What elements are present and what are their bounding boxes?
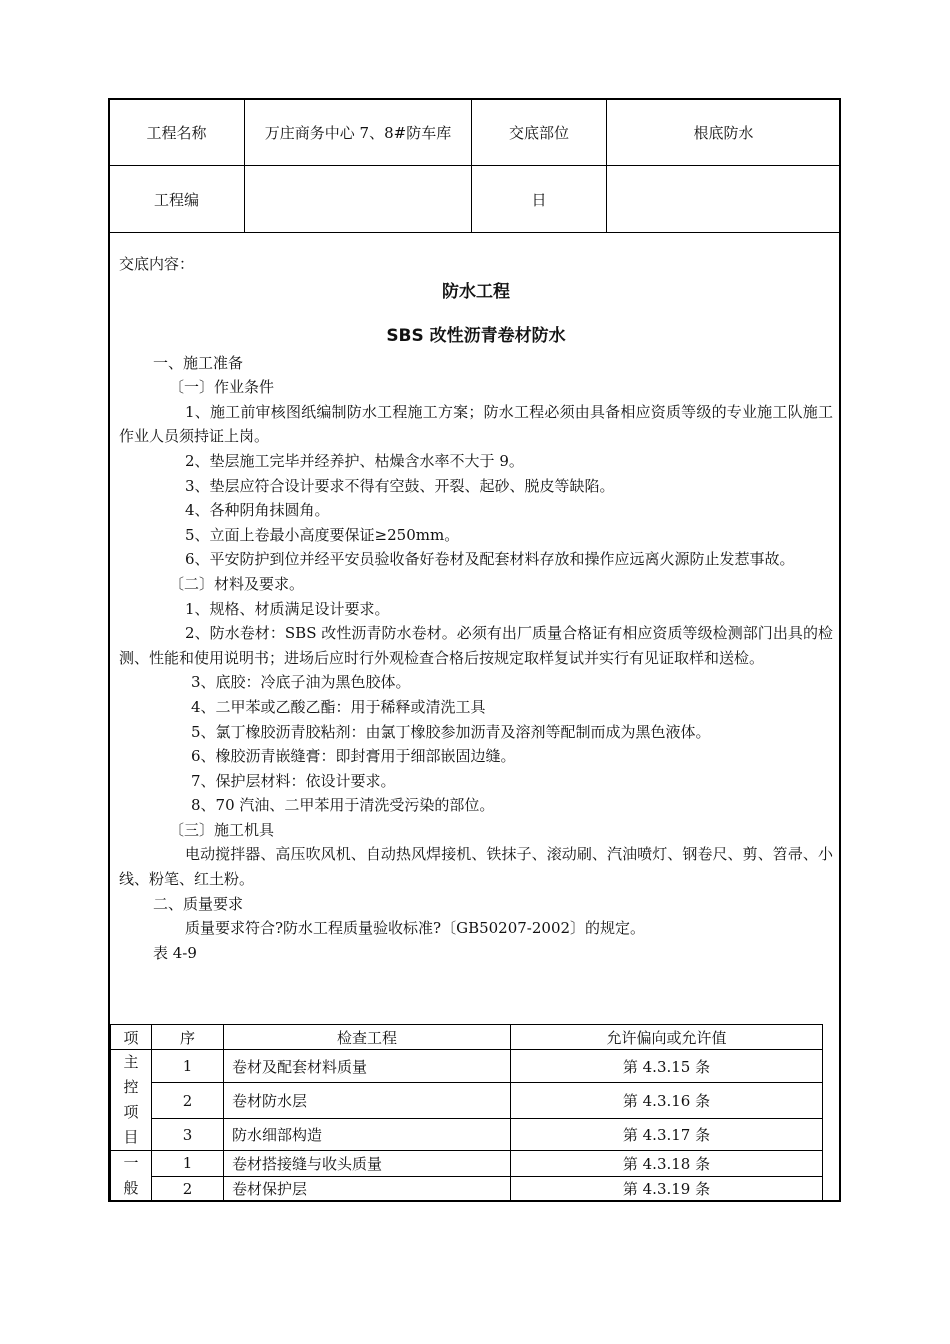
row-no: 1 bbox=[152, 1151, 224, 1177]
row-no: 2 bbox=[152, 1176, 224, 1202]
handover-content bbox=[119, 252, 833, 965]
material-7: 7、保护层材料：依设计要求。 bbox=[191, 771, 396, 790]
table-row bbox=[111, 1083, 823, 1119]
date-value bbox=[607, 166, 841, 233]
row-item: 防水细部构造 bbox=[224, 1119, 511, 1151]
project-name-label: 工程名称 bbox=[109, 99, 245, 166]
col-header-group: 项 bbox=[111, 1025, 152, 1050]
group-main-control-label: 主控项目 bbox=[123, 1053, 139, 1146]
tools-list: 电动搅拌器、高压吹风机、自动热风焊接机、铁抹子、滚动刷、汽油喷灯、钢卷尺、剪、笤帚、小线、粉笔、红土粉。 bbox=[119, 845, 833, 889]
handover-part-label: 交底部位 bbox=[472, 99, 607, 166]
condition-6: 6、平安防护到位并经平安员验收备好卷材及配套材料存放和操作应远离火源防止发惹事故。 bbox=[185, 550, 795, 569]
handover-part-value: 根底防水 bbox=[607, 99, 841, 166]
row-value: 第 4.3.17 条 bbox=[511, 1119, 823, 1151]
table-caption: 表 4-9 bbox=[153, 943, 197, 962]
group-main-control bbox=[111, 1050, 152, 1151]
row-value: 第 4.3.19 条 bbox=[511, 1176, 823, 1202]
condition-3: 3、垫层应符合设计要求不得有空鼓、开裂、起砂、脱皮等缺陷。 bbox=[185, 476, 615, 495]
project-name-value: 万庄商务中心 7、8#防车库 bbox=[245, 99, 472, 166]
header-table bbox=[108, 98, 841, 233]
condition-5: 5、立面上卷最小高度要保证≥250mm。 bbox=[185, 525, 460, 544]
section-prep: 一、施工准备 bbox=[153, 353, 244, 372]
material-1: 1、规格、材质满足设计要求。 bbox=[185, 599, 390, 618]
condition-4: 4、各种阴角抹圆角。 bbox=[185, 501, 330, 520]
row-no: 2 bbox=[152, 1083, 224, 1119]
row-item: 卷材保护层 bbox=[224, 1176, 511, 1202]
quality-table bbox=[110, 1024, 823, 1202]
row-item: 卷材搭接缝与收头质量 bbox=[224, 1151, 511, 1177]
material-8: 8、70 汽油、二甲苯用于清洗受污染的部位。 bbox=[191, 796, 495, 815]
col-header-item: 检查工程 bbox=[224, 1025, 511, 1050]
row-item: 卷材及配套材料质量 bbox=[224, 1050, 511, 1083]
group-general-label: 一般 bbox=[123, 1154, 139, 1197]
intro-label: 交底内容： bbox=[119, 255, 195, 273]
table-row bbox=[111, 1050, 823, 1083]
header-row-2 bbox=[109, 166, 841, 233]
doc-subtitle: SBS 改性沥青卷材防水 bbox=[386, 325, 566, 346]
quality-standard: 质量要求符合?防水工程质量验收标准?〔GB50207-2002〕的规定。 bbox=[185, 919, 646, 938]
condition-2: 2、垫层施工完毕并经养护、枯燥含水率不大于 9。 bbox=[185, 451, 524, 470]
material-6: 6、橡胶沥青嵌缝膏：即封膏用于细部嵌固边缝。 bbox=[191, 747, 516, 766]
table-row bbox=[111, 1176, 823, 1202]
doc-title: 防水工程 bbox=[442, 281, 510, 302]
row-item: 卷材防水层 bbox=[224, 1083, 511, 1119]
col-header-value: 允许偏向或允许值 bbox=[511, 1025, 823, 1050]
material-3: 3、底胶：冷底子油为黑色胶体。 bbox=[191, 673, 411, 692]
project-no-label: 工程编 bbox=[109, 166, 245, 233]
subsection-materials: 〔二〕材料及要求。 bbox=[169, 574, 305, 593]
material-5: 5、氯丁橡胶沥青胶粘剂：由氯丁橡胶参加沥青及溶剂等配制而成为黑色液体。 bbox=[191, 722, 711, 741]
quality-table-header bbox=[111, 1025, 823, 1050]
row-value: 第 4.3.16 条 bbox=[511, 1083, 823, 1119]
row-value: 第 4.3.15 条 bbox=[511, 1050, 823, 1083]
subsection-tools: 〔三〕施工机具 bbox=[169, 820, 275, 839]
col-header-no: 序 bbox=[152, 1025, 224, 1050]
material-2: 2、防水卷材：SBS 改性沥青防水卷材。必须有出厂质量合格证有相应资质等级检测部门出具的检测、性能和使用说明书；进场后应时行外观检查合格后按规定取样复试并实行有见证取样和送检。 bbox=[119, 624, 833, 667]
table-row bbox=[111, 1151, 823, 1177]
material-4: 4、二甲苯或乙酸乙酯：用于稀释或清洗工具 bbox=[191, 697, 486, 716]
group-general bbox=[111, 1151, 152, 1202]
section-quality: 二、质量要求 bbox=[153, 894, 244, 913]
row-no: 1 bbox=[152, 1050, 224, 1083]
header-row-1 bbox=[109, 99, 841, 166]
row-no: 3 bbox=[152, 1119, 224, 1151]
date-label: 日 bbox=[472, 166, 607, 233]
project-no-value bbox=[245, 166, 472, 233]
condition-1: 1、施工前审核图纸编制防水工程施工方案；防水工程必须由具备相应资质等级的专业施工队施工作业人员须持证上岗。 bbox=[119, 402, 833, 446]
row-value: 第 4.3.18 条 bbox=[511, 1151, 823, 1177]
subsection-conditions: 〔一〕作业条件 bbox=[169, 378, 275, 397]
table-row bbox=[111, 1119, 823, 1151]
